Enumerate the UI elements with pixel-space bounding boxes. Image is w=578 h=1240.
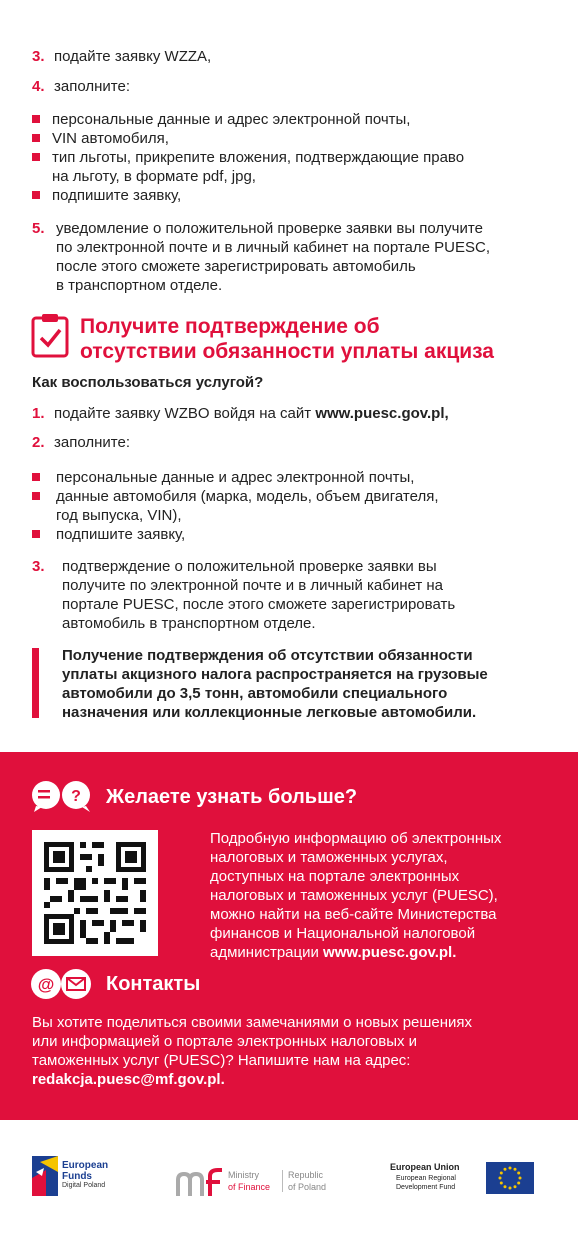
more-text: Подробную информацию об электронных bbox=[210, 830, 502, 847]
list-item: данные автомобиля (марка, модель, объем двигателя, bbox=[56, 488, 439, 505]
step-number: 3. bbox=[32, 48, 45, 65]
bullet-icon bbox=[32, 115, 40, 123]
how-to-label: Как воспользоваться услугой? bbox=[32, 374, 264, 391]
step-text: подайте заявку WZZA, bbox=[54, 48, 212, 65]
contacts-title: Контакты bbox=[106, 973, 201, 995]
qr-code bbox=[32, 830, 158, 956]
step-text: заполните: bbox=[54, 78, 130, 95]
svg-text:?: ? bbox=[71, 788, 81, 805]
svg-text:@: @ bbox=[37, 975, 55, 994]
list-item: тип льготы, прикрепите вложения, подтверждающие право bbox=[52, 149, 465, 166]
more-title: Желаете узнать больше? bbox=[106, 786, 358, 808]
note-text: уплаты акцизного налога распространяется на грузовые bbox=[62, 666, 488, 683]
eu-flag-icon bbox=[486, 1162, 534, 1194]
logo-divider bbox=[282, 1170, 283, 1192]
step-text: портале PUESC, после этого сможете зарегистрировать bbox=[62, 596, 456, 613]
step-number: 5. bbox=[32, 220, 45, 237]
step-number: 1. bbox=[32, 405, 45, 422]
ministry-of-finance-logo bbox=[176, 1168, 346, 1198]
step-text: по электронной почте и в личный кабинет на портале PUESC, bbox=[56, 239, 490, 256]
list-item: персональные данные и адрес электронной почты, bbox=[56, 469, 415, 486]
contacts-text: Вы хотите поделиться своими замечаниями о новых решениях bbox=[32, 1014, 473, 1031]
logo-text: Republic bbox=[288, 1170, 324, 1180]
bullet-icon bbox=[32, 134, 40, 142]
logo-text: of Finance bbox=[228, 1182, 271, 1192]
step-text: получите по электронной почте и в личный кабинет на bbox=[62, 577, 443, 594]
step-number: 2. bbox=[32, 434, 45, 451]
logo-text: of Poland bbox=[288, 1182, 327, 1192]
logo-text: Ministry bbox=[228, 1170, 259, 1180]
logo-text: Digital Poland bbox=[62, 1182, 106, 1189]
step-text: в транспортном отделе. bbox=[56, 277, 223, 294]
puesc-link[interactable]: www.puesc.gov.pl. bbox=[323, 944, 457, 961]
step-text: после этого сможете зарегистрировать автомобиль bbox=[56, 258, 416, 275]
mf-icon bbox=[176, 1168, 226, 1198]
chat-question-icon bbox=[30, 780, 94, 812]
list-item: подпишите заявку, bbox=[52, 187, 182, 204]
list-item: персональные данные и адрес электронной почты, bbox=[52, 111, 411, 128]
logo-text: European Regional bbox=[396, 1175, 456, 1182]
step-text: уведомление о положительной проверке заявки вы получите bbox=[56, 220, 483, 237]
step-text: заполните: bbox=[54, 434, 130, 451]
bullet-icon bbox=[32, 530, 40, 538]
contacts-text: или информацией о портале электронных налоговых и bbox=[32, 1033, 418, 1050]
step-text-part: подайте заявку WZBO войдя на сайт bbox=[54, 405, 316, 422]
list-item: год выпуска, VIN), bbox=[56, 507, 182, 524]
contact-email-link[interactable]: redakcja.puesc@mf.gov.pl. bbox=[32, 1071, 225, 1088]
list-item: VIN автомобиля, bbox=[52, 130, 169, 147]
more-text: доступных на портале электронных bbox=[210, 868, 460, 885]
note-text: назначения или коллекционные легковые автомобили. bbox=[62, 704, 477, 721]
more-text: налоговых и таможенных услуг (PUESC), bbox=[210, 887, 498, 904]
step-text bbox=[54, 404, 449, 423]
step-number: 4. bbox=[32, 78, 45, 95]
more-text: финансов и Национальной налоговой bbox=[210, 925, 476, 942]
qr-code-image bbox=[32, 830, 158, 956]
note-text: Получение подтверждения об отсутствии обязанности bbox=[62, 647, 473, 664]
more-text-part: администрации bbox=[210, 944, 324, 961]
step-text: автомобиль в транспортном отделе. bbox=[62, 615, 316, 632]
logo-text: Development Fund bbox=[396, 1184, 456, 1191]
contacts-text: таможенных услуг (PUESC)? Напишите нам на адрес: bbox=[32, 1052, 411, 1069]
bullet-icon bbox=[32, 473, 40, 481]
european-funds-logo bbox=[32, 1156, 152, 1196]
step-text: подтверждение о положительной проверке заявки вы bbox=[62, 558, 437, 575]
puesc-link[interactable]: www.puesc.gov.pl, bbox=[315, 405, 449, 422]
step-number: 3. bbox=[32, 558, 45, 575]
european-union-logo bbox=[390, 1162, 540, 1198]
list-item: подпишите заявку, bbox=[56, 526, 186, 543]
bullet-icon bbox=[32, 153, 40, 161]
bullet-icon bbox=[32, 492, 40, 500]
logo-text: Funds bbox=[62, 1171, 92, 1182]
logo-text: European bbox=[62, 1160, 109, 1171]
bullet-icon bbox=[32, 191, 40, 199]
european-funds-icon bbox=[32, 1156, 58, 1196]
more-text: налоговых и таможенных услугах, bbox=[210, 849, 448, 866]
more-text bbox=[210, 943, 456, 962]
note-text: автомобили до 3,5 тонн, автомобили специального bbox=[62, 685, 448, 702]
list-item: на льготу, в формате pdf, jpg, bbox=[52, 168, 256, 185]
clipboard-check-icon bbox=[30, 312, 70, 358]
section-title: отсутствии обязанности уплаты акциза bbox=[80, 340, 494, 363]
more-text: можно найти на веб-сайте Министерства bbox=[210, 906, 497, 923]
section-title: Получите подтверждение об bbox=[80, 315, 380, 338]
logo-text: European Union bbox=[390, 1162, 460, 1172]
note-accent-bar bbox=[32, 648, 39, 718]
contact-icon bbox=[30, 968, 94, 1000]
